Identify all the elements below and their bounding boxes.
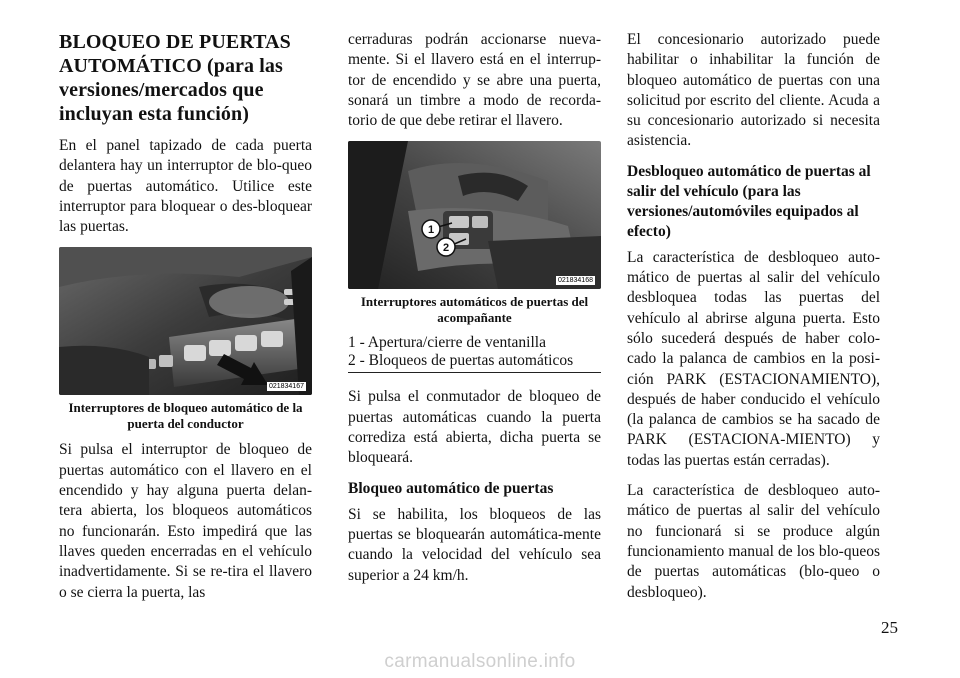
body-paragraph: Si pulsa el interruptor de bloqueo de puertas automático con el llavero en el encendido y hay alguna puerta delan-tera abierta, los bloqueos automáticos no funcionarán. Esto impedirá que las llaves queden encerradas en el vehículo inadvertidamente. Si se re-tira el llavero o se cierra la puerta, las	[59, 441, 312, 601]
column-2	[348, 30, 601, 596]
body-paragraph-bottom: Si se habilita, los bloqueos de las puertas se bloquearán automática-mente cuando la velocidad del vehículo sea superior a 24 km/h.	[348, 505, 601, 584]
body-paragraph-top: cerraduras podrán accionarse nueva-mente. Si el llavero está en el interrup-tor de encendido y se abre una puerta, sonará un timbre a modo de recorda-torio de que debe retirar el llavero.	[348, 31, 601, 130]
body-paragraph-mid: Si pulsa el conmutador de bloqueo de puertas automáticas cuando la puerta corrediza está abierta, dicha puerta se bloqueará.	[348, 388, 601, 467]
watermark: carmanualsonline.info	[384, 651, 576, 672]
passenger-door-switch-photo	[348, 141, 601, 289]
figure-legend	[348, 334, 601, 373]
passenger-door-image	[348, 141, 601, 289]
body-paragraph-top: El concesionario autorizado puede habilitar o inhabilitar la función de bloqueo automático de puertas con una solicitud por escrito del cliente. Acuda a su concesionario autorizado si necesita asistencia.	[627, 31, 880, 150]
figure-code: 021834167	[268, 383, 304, 391]
page-number: 25	[881, 618, 898, 637]
driver-door-switch-photo	[59, 247, 312, 395]
driver-door-image	[59, 247, 312, 395]
figure-caption: Interruptores automáticos de puertas del acompañante	[360, 294, 589, 326]
subheading: Desbloqueo automático de puertas al salir del vehículo (para las versiones/automóviles equipados al efecto)	[627, 162, 871, 240]
body-paragraph-mid: La característica de desbloqueo auto-mático de puertas al salir del vehículo desbloquea todas las puertas del vehículo al abrirse alguna puerta. Esto sólo sucederá después de haber colo-cado la palanca de cambios en la posi-ción PARK (ESTACIONAMIENTO), después de haber conducido el vehículo (la palanca de cambios se ha sacado de PARK (ESTACIONA-MIENTO) y todas las puertas están cerradas).	[627, 248, 880, 469]
legend-item-2: 2 - Bloqueos de puertas automáticos	[348, 352, 574, 370]
legend-divider	[348, 372, 601, 373]
body-paragraph-bottom: La característica de desbloqueo auto-mático de puertas al salir del vehículo no funcionará si se produce algún funcionamiento manual de los blo-queos de puertas automáticas (blo-queo o desbloqueo).	[627, 482, 880, 601]
figure-code: 021834168	[557, 277, 593, 285]
figure-caption: Interruptores de bloqueo automático de la puerta del conductor	[68, 400, 303, 432]
section-title: BLOQUEO DE PUERTAS AUTOMÁTICO (para las versiones/mercados que incluyan esta función)	[59, 31, 291, 125]
column-3	[627, 30, 880, 613]
callout-2-label: 2	[442, 242, 450, 255]
column-1	[59, 30, 312, 613]
legend-item-1: 1 - Apertura/cierre de ventanilla	[348, 334, 546, 352]
subheading: Bloqueo automático de puertas	[348, 479, 554, 497]
intro-paragraph: En el panel tapizado de cada puerta delantera hay un interruptor de blo-queo de puertas automático. Utilice este interruptor para bloquear o des-bloquear las puertas.	[59, 137, 312, 236]
callout-1-label: 1	[427, 224, 435, 237]
